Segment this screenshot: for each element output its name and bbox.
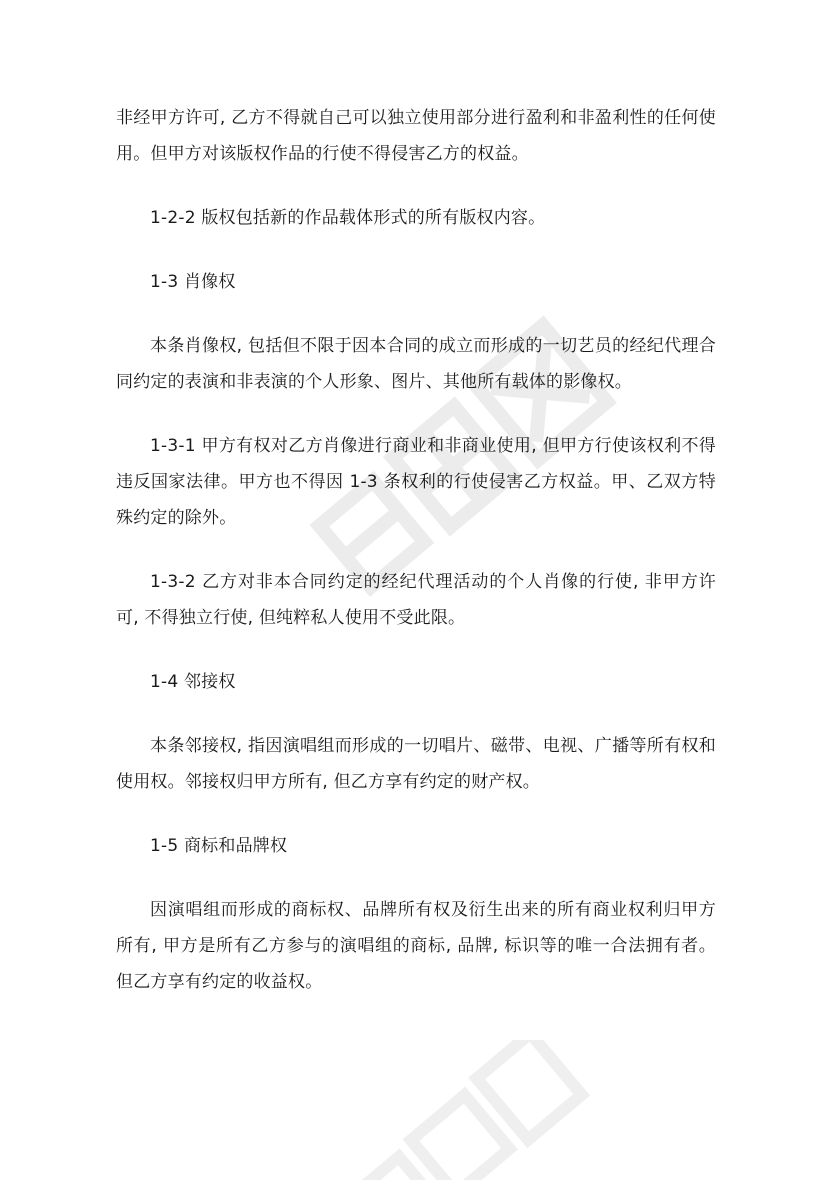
clause-1-2-2: 1-2-2 版权包括新的作品载体形式的所有版权内容。 bbox=[150, 208, 546, 228]
paragraph-trademark-rights: 因演唱组而形成的商标权、品牌所有权及衍生出来的所有商业权利归甲方所有, 甲方是所有乙方参与的演唱组的商标, 品牌, 标识等的唯一合法拥有者。但乙方享有约定的收益权。 bbox=[116, 900, 716, 992]
clause-1-3-1: 1-3-1 甲方有权对乙方肖像进行商业和非商业使用, 但甲方行使该权利不得违反国家法律。甲方也不得因 1-3 条权利的行使侵害乙方权益。甲、乙双方特殊约定的除外。 bbox=[116, 436, 716, 528]
watermark-logo-partial bbox=[300, 1040, 600, 1180]
paragraph-portrait-rights: 本条肖像权, 包括但不限于因本合同的成立而形成的一切艺员的经纪代理合同约定的表演和非表演的个人形象、图片、其他所有载体的影像权。 bbox=[116, 336, 716, 392]
document-body bbox=[116, 100, 716, 1000]
section-heading-1-3: 1-3 肖像权 bbox=[150, 272, 236, 292]
section-heading-1-5: 1-5 商标和品牌权 bbox=[150, 836, 288, 856]
clause-1-3-2: 1-3-2 乙方对非本合同约定的经纪代理活动的个人肖像的行使, 非甲方许可, 不得独立行使, 但纯粹私人使用不受此限。 bbox=[116, 572, 716, 628]
section-heading-1-4: 1-4 邻接权 bbox=[150, 672, 236, 692]
paragraph-neighboring-rights: 本条邻接权, 指因演唱组而形成的一切唱片、磁带、电视、广播等所有权和使用权。邻接权归甲方所有, 但乙方享有约定的财产权。 bbox=[116, 736, 716, 792]
paragraph-usage-restriction: 非经甲方许可, 乙方不得就自己可以独立使用部分进行盈利和非盈利性的任何使用。但甲方对该版权作品的行使不得侵害乙方的权益。 bbox=[116, 108, 716, 164]
